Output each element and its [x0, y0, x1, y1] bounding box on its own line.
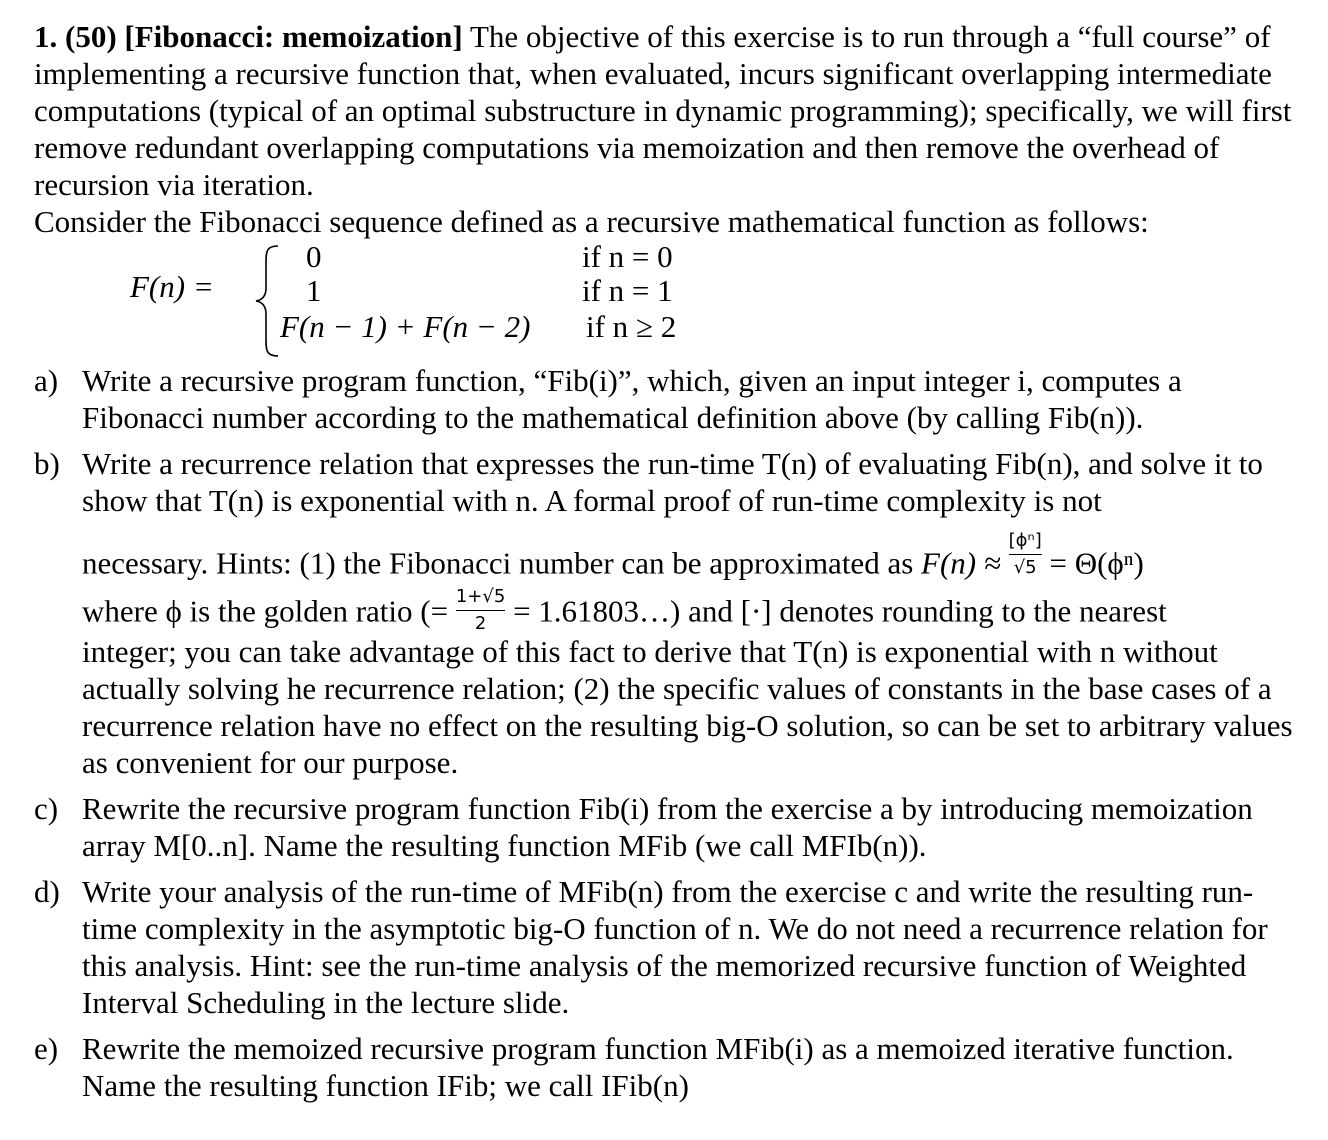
intro-text: The objective of this exercise is to run through a “full course” of implementing a recursive function that, when evaluated, incurs significant overlapping intermediate computations (typical of an optimal substructure in dynamic programming); specifically, we will first remove redundant overlapping computations via memoization and then remove the overhead of recursion via iteration. [34, 19, 1292, 202]
part-label: a) [34, 363, 59, 398]
case-0-condition: if n = 0 [582, 239, 673, 274]
part-text-continued: integer; you can take advantage of this fact to derive that T(n) is exponential with n without actually solving he recurrence relation; (2) the specific values of constants in the base cases of a recurrence relation have no effect on the resulting big-O solution, so can be set to arbitrary values as convenient for our purpose. [82, 634, 1293, 780]
hint-prefix: necessary. Hints: (1) the Fibonacci number can be approximated as [82, 545, 914, 581]
problem-title: [Fibonacci: memoization] [124, 19, 463, 54]
phi-over-root5-fraction [1009, 529, 1042, 580]
fraction-denominator: 2 [474, 613, 487, 634]
problem-number: 1. [34, 19, 58, 54]
part-e [34, 1030, 1296, 1104]
definition-lhs: F(n) = [130, 269, 214, 304]
problem-intro [34, 18, 1296, 203]
hint-formula-line [82, 519, 1296, 581]
fibonacci-definition [34, 239, 1296, 362]
problem-page [34, 18, 1296, 1113]
fraction-numerator: [ϕⁿ] [1008, 530, 1042, 551]
golden-ratio-fraction [456, 585, 505, 636]
part-label: d) [34, 874, 60, 909]
fraction-denominator: √5 [1013, 557, 1037, 578]
part-a [34, 362, 1296, 436]
part-text: Rewrite the memoized recursive program function MFib(i) as a memoized iterative function. Name the resulting function IFib; we call IFib(n) [82, 1031, 1234, 1103]
part-label: c) [34, 791, 59, 826]
part-text: Write your analysis of the run-time of MFib(n) from the exercise c and write the resulting run-time complexity in the asymptotic big-O function of n. We do not need a recurrence relation for this analysis. Hint: see the run-time analysis of the memorized recursive function of Weighted Interval Scheduling in the lecture slide. [82, 874, 1268, 1020]
fraction-numerator: 1+√5 [455, 586, 506, 607]
case-1-value: 1 [306, 273, 322, 308]
case-2-condition: if n ≥ 2 [586, 309, 677, 344]
part-text: Write a recursive program function, “Fib(i)”, which, given an input integer i, computes a Fibonacci number according to the mathematical definition above (by calling Fib(n)). [82, 363, 1182, 435]
left-brace [252, 242, 282, 360]
part-c [34, 790, 1296, 864]
part-d [34, 873, 1296, 1021]
part-label: b) [34, 446, 60, 481]
golden-prefix: where ϕ is the golden ratio (= [82, 593, 449, 629]
problem-points: (50) [65, 19, 117, 54]
part-label: e) [34, 1031, 59, 1066]
parts-list [34, 362, 1296, 1104]
golden-ratio-line [82, 581, 1296, 633]
case-2-value: F(n − 1) + F(n − 2) [280, 309, 531, 344]
hint-formula-rhs: = Θ(ϕⁿ) [1049, 545, 1144, 581]
hint-formula-lhs: F(n) ≈ [921, 545, 1001, 581]
part-text: Rewrite the recursive program function Fib(i) from the exercise a by introducing memoization array M[0..n]. Name the resulting function MFib (we call MFIb(n)). [82, 791, 1253, 863]
consider-text: Consider the Fibonacci sequence defined as a recursive mathematical function as follows: [34, 204, 1149, 239]
case-0-value: 0 [306, 239, 322, 274]
part-b [34, 445, 1296, 781]
part-text: Write a recurrence relation that expresses the run-time T(n) of evaluating Fib(n), and solve it to show that T(n) is exponential with n. A formal proof of run-time complexity is not [82, 446, 1263, 518]
case-1-condition: if n = 1 [582, 273, 673, 308]
golden-suffix: = 1.61803…) and [·] denotes rounding to the nearest [513, 593, 1167, 629]
